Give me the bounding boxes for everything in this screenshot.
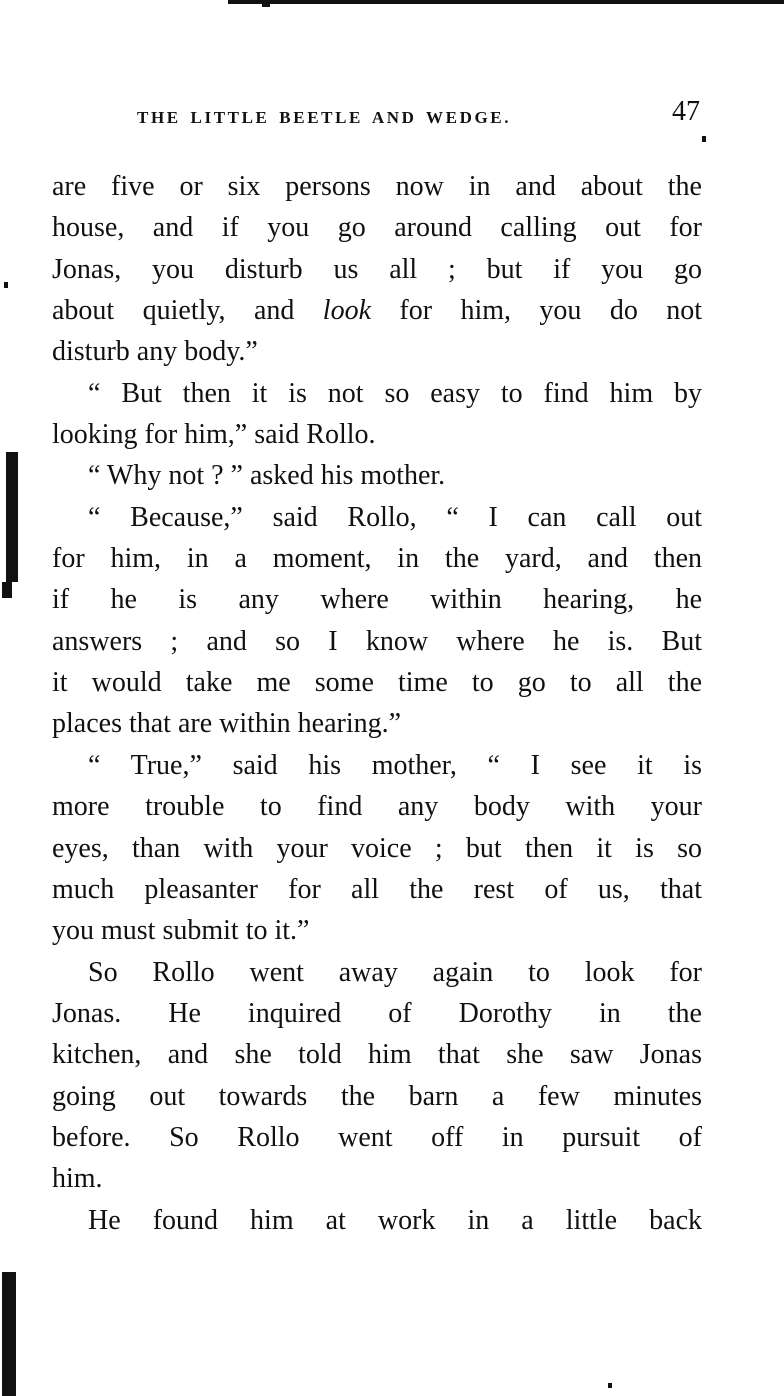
text-line: for him, in a moment, in the yard, and then (52, 543, 702, 575)
emphasized-word: look (322, 295, 372, 327)
text-line: “ But then it is not so easy to find him by (88, 377, 702, 409)
text-line: “ Because,” said Rollo, “ I can call out (88, 501, 702, 533)
text-line: “ Why not ? ” asked his mother. (88, 460, 446, 492)
text-line: places that are within hearing.” (52, 708, 402, 740)
left-edge-mark (2, 582, 12, 598)
top-rule-mark (262, 0, 270, 7)
running-head: THE LITTLE BEETLE AND WEDGE. (137, 108, 512, 127)
text-line: Jonas, you disturb us all ; but if you go (52, 253, 702, 285)
text-line: you must submit to it.” (52, 915, 310, 947)
text-line: him. (52, 1163, 103, 1195)
text-line: He found him at work in a little back (88, 1204, 702, 1236)
text-line: more trouble to find any body with your (52, 791, 702, 823)
text-segment: about quietly, and (52, 295, 295, 327)
left-edge-mark (6, 452, 18, 582)
text-line: house, and if you go around calling out for (52, 212, 702, 244)
text-line: Jonas. He inquired of Dorothy in the (52, 997, 702, 1029)
body-text (52, 166, 702, 1241)
speck-mark (702, 136, 706, 142)
text-line: kitchen, and she told him that she saw Jonas (52, 1039, 702, 1071)
text-line: So Rollo went away again to look for (88, 956, 702, 988)
text-line: answers ; and so I know where he is. But (52, 625, 702, 657)
text-line: “ True,” said his mother, “ I see it is (88, 749, 702, 781)
text-line: are five or six persons now in and about the (52, 171, 702, 202)
text-line: disturb any body.” (52, 336, 258, 368)
text-line: before. So Rollo went off in pursuit of (52, 1121, 702, 1153)
text-line: looking for him,” said Rollo. (52, 419, 376, 451)
left-edge-mark (2, 1272, 16, 1396)
page-header (52, 96, 702, 136)
text-line: going out towards the barn a few minutes (52, 1080, 702, 1112)
speck-mark (4, 282, 8, 288)
text-line: much pleasanter for all the rest of us, that (52, 873, 702, 905)
speck-mark (608, 1383, 612, 1388)
text-line: it would take me some time to go to all the (52, 667, 702, 699)
text-line: eyes, than with your voice ; but then it is so (52, 832, 702, 864)
text-segment: for him, you do not (399, 295, 703, 327)
top-rule (228, 0, 784, 4)
page-number: 47 (672, 96, 700, 127)
text-line: if he is any where within hearing, he (52, 584, 702, 616)
text-line-with-emphasis (52, 290, 702, 331)
